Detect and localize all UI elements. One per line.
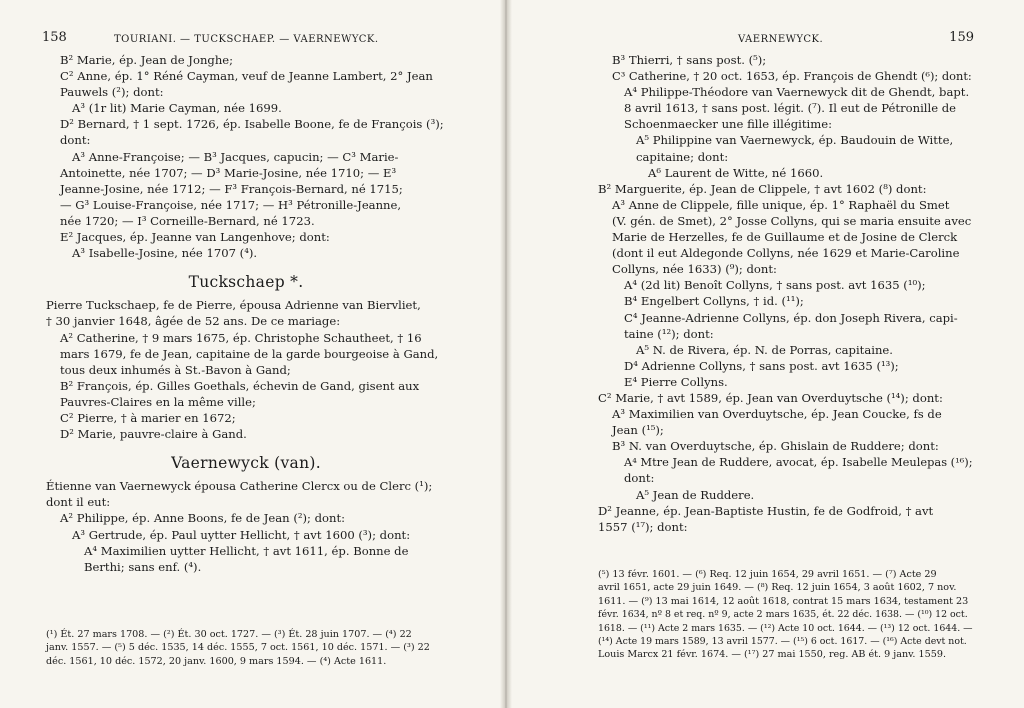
text-line: A⁵ N. de Rivera, ép. N. de Porras, capitaine. [636, 342, 893, 357]
left-page [42, 30, 446, 667]
text-line: B³ N. van Overduytsche, ép. Ghislain de Ruddere; dont: [612, 439, 939, 454]
left-block-tuckschaep [46, 297, 446, 442]
text-line: D⁴ Adrienne Collyns, † sans post. avt 1635 (¹³); [624, 358, 899, 373]
book-gutter [500, 0, 512, 708]
text-line: A⁴ Maximilien uytter Hellicht, † avt 1611, ép. Bonne de [84, 543, 409, 558]
text-line: A³ Maximilien van Overduytsche, ép. Jean Coucke, fs de [612, 407, 942, 422]
left-page-number: 158 [42, 30, 67, 45]
text-line: D² Jeanne, ép. Jean-Baptiste Hustin, fe de Godfroid, † avt [598, 503, 934, 518]
text-line: † 30 janvier 1648, âgée de 52 ans. De ce mariage: [46, 314, 341, 329]
text-line: A³ Isabelle-Josine, née 1707 (⁴). [72, 246, 258, 261]
text-line: (dont il eut Aldegonde Collyns, née 1629 et Marie-Caroline [612, 246, 960, 261]
left-block-vaernewyck [46, 478, 446, 575]
text-line: A⁴ (2d lit) Benoît Collyns, † sans post. avt 1635 (¹⁰); [624, 278, 926, 293]
text-line: A³ (1r lit) Marie Cayman, née 1699. [72, 101, 282, 116]
text-line: Jean (¹⁵); [612, 423, 664, 438]
text-line: dont: [60, 133, 91, 148]
footnote-line: (¹) Ét. 27 mars 1708. — (²) Ét. 30 oct. 1727. — (³) Ét. 28 juin 1707. — (⁴) 22 [46, 629, 412, 640]
left-running-head: TOURIANI. — TUCKSCHAEP. — VAERNEWYCK. [114, 34, 379, 45]
footnote-line: févr. 1634, nº 8 et req. nº 9, acte 2 mars 1635, ét. 22 déc. 1638. — (¹⁰) 12 oct. [598, 609, 968, 621]
text-line: E⁴ Pierre Collyns. [624, 374, 728, 389]
text-line: — G³ Louise-Françoise, née 1717; — H³ Pétronille-Jeanne, [60, 197, 402, 212]
text-line: 8 avril 1613, † sans post. légit. (⁷). Il eut de Pétronille de [624, 101, 957, 116]
text-line: A⁴ Philippe-Théodore van Vaernewyck dit de Ghendt, bapt. [624, 85, 970, 100]
right-block-vaernewyck [598, 52, 974, 535]
text-line: Jeanne-Josine, née 1712; — F³ François-Bernard, né 1715; [60, 181, 403, 196]
right-page-number: 159 [949, 30, 974, 45]
text-line: E² Jacques, ép. Jeanne van Langenhove; dont: [60, 230, 330, 245]
text-line: C² Anne, ép. 1° Réné Cayman, veuf de Jeanne Lambert, 2° Jean [60, 69, 433, 84]
right-running-head: VAERNEWYCK. [738, 34, 824, 45]
footnote-line: janv. 1557. — (⁵) 5 déc. 1535, 14 déc. 1555, 7 oct. 1561, 10 déc. 1571. — (³) 22 [46, 642, 430, 654]
text-line: tous deux inhumés à St.-Bavon à Gand; [60, 362, 291, 377]
text-line: (V. gén. de Smet), 2° Josse Collyns, qui se maria ensuite avec [612, 213, 972, 228]
footnote-line: (⁵) 13 févr. 1601. — (⁶) Req. 12 juin 1654, 29 avril 1651. — (⁷) Acte 29 [598, 569, 937, 580]
text-line: 1557 (¹⁷); dont: [598, 519, 688, 534]
text-line: dont il eut: [46, 495, 111, 510]
right-footnotes [598, 568, 974, 662]
text-line: dont: [624, 471, 655, 486]
text-line: Collyns, née 1633) (⁹); dont: [612, 262, 777, 277]
text-line: A² Catherine, † 9 mars 1675, ép. Christophe Schautheet, † 16 [60, 330, 422, 345]
left-page-header [42, 30, 446, 52]
text-line: A³ Anne-Françoise; — B³ Jacques, capucin; — C³ Marie- [72, 149, 399, 164]
text-line: A² Philippe, ép. Anne Boons, fe de Jean (²); dont: [60, 511, 346, 526]
text-line: née 1720; — I³ Corneille-Bernard, né 1723. [60, 213, 315, 228]
footnote-line: déc. 1561, 10 déc. 1572, 20 janv. 1600, 9 mars 1594. — (⁴) Acte 1611. [46, 655, 387, 667]
text-line: A⁵ Jean de Ruddere. [636, 487, 755, 502]
text-line: D² Bernard, † 1 sept. 1726, ép. Isabelle Boone, fe de François (³); [60, 117, 444, 132]
text-line: mars 1679, fe de Jean, capitaine de la garde bourgeoise à Gand, [60, 346, 439, 361]
text-line: Schoenmaecker une fille illégitime: [624, 117, 833, 132]
text-line: B² Marguerite, ép. Jean de Clippele, † avt 1602 (⁸) dont: [598, 181, 927, 196]
text-line: Marie de Herzelles, fe de Guillaume et de Josine de Clerck [612, 230, 958, 245]
text-line: B⁴ Engelbert Collyns, † id. (¹¹); [624, 294, 804, 309]
text-line: A⁶ Laurent de Witte, né 1660. [648, 165, 824, 180]
text-line: C² Pierre, † à marier en 1672; [60, 410, 236, 425]
text-line: C³ Catherine, † 20 oct. 1653, ép. François de Ghendt (⁶); dont: [612, 69, 972, 84]
footnote-line: 1611. — (⁹) 13 mai 1614, 12 août 1618, contrat 15 mars 1634, testament 23 [598, 595, 969, 607]
text-line: Étienne van Vaernewyck épousa Catherine Clercx ou de Clerc (¹); [46, 479, 433, 494]
right-page [598, 30, 974, 661]
text-line: D² Marie, pauvre-claire à Gand. [60, 427, 247, 442]
footnote-line: avril 1651, acte 29 juin 1649. — (⁸) Req. 12 juin 1654, 3 août 1602, 7 nov. [598, 582, 957, 594]
text-line: B² Marie, ép. Jean de Jonghe; [60, 53, 234, 67]
text-line: B³ Thierri, † sans post. (⁵); [612, 53, 767, 67]
text-line: Pierre Tuckschaep, fe de Pierre, épousa Adrienne van Biervliet, [46, 298, 421, 313]
text-line: Berthi; sans enf. (⁴). [84, 559, 202, 574]
text-line: taine (¹²); dont: [624, 326, 714, 341]
text-line: C² Marie, † avt 1589, ép. Jean van Overduytsche (¹⁴); dont: [598, 390, 943, 405]
section-heading-vaernewyck: Vaernewyck (van). [171, 454, 321, 473]
text-line: B² François, ép. Gilles Goethals, échevin de Gand, gisent aux [60, 378, 420, 393]
text-line: A³ Anne de Clippele, fille unique, ép. 1° Raphaël du Smet [612, 197, 950, 212]
text-line: Antoinette, née 1707; — D³ Marie-Josine, née 1710; — E³ [60, 165, 397, 180]
text-line: A⁵ Philippine van Vaernewyck, ép. Baudouin de Witte, [636, 133, 954, 148]
footnote-line: 1618. — (¹¹) Acte 2 mars 1635. — (¹²) Acte 10 oct. 1644. — (¹³) 12 oct. 1644. — [598, 622, 973, 634]
footnote-line: (¹⁴) Acte 19 mars 1589, 13 avril 1577. — (¹⁵) 6 oct. 1617. — (¹⁶) Acte devt not. [598, 636, 967, 648]
text-line: Pauvres-Claires en la même ville; [60, 394, 256, 409]
right-page-header [598, 30, 974, 52]
text-line: A³ Gertrude, ép. Paul uytter Hellicht, † avt 1600 (³); dont: [72, 527, 411, 542]
section-heading-tuckschaep: Tuckschaep *. [188, 273, 304, 292]
text-line: Pauwels (²); dont: [60, 85, 164, 100]
left-block-touriani [46, 52, 446, 261]
text-line: A⁴ Mtre Jean de Ruddere, avocat, ép. Isabelle Meulepas (¹⁶); [624, 455, 973, 470]
left-footnotes [46, 628, 446, 668]
text-line: C⁴ Jeanne-Adrienne Collyns, ép. don Joseph Rivera, capi- [624, 310, 958, 325]
footnote-line: Louis Marcx 21 févr. 1674. — (¹⁷) 27 mai 1550, reg. AB ét. 9 janv. 1559. [598, 649, 946, 661]
text-line: capitaine; dont: [636, 149, 729, 164]
